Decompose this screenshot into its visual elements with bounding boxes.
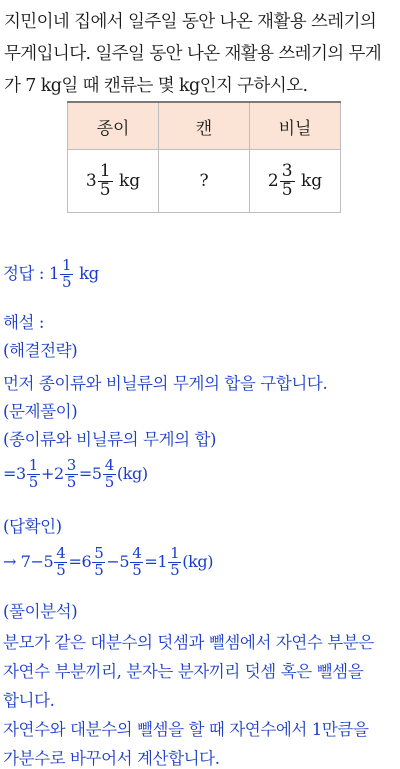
- fraction: $\frac{1}{5}$: [28, 456, 38, 491]
- fraction: $\frac{3}{5}$: [66, 456, 76, 491]
- problem-line: 지민이네 집에서 일주일 동안 나온 재활용 쓰레기의: [4, 12, 377, 32]
- table-row: [68, 150, 341, 213]
- arrow-icon: →: [3, 551, 17, 571]
- fraction: $\frac{1}{5}$: [99, 160, 111, 200]
- fraction: $\frac{5}{5}$: [94, 544, 104, 579]
- weight-table: [67, 101, 341, 213]
- problem-line: 가 7 kg일 때 캔류는 몇 kg인지 구하시오.: [4, 76, 308, 96]
- fraction: $\frac{4}{5}$: [56, 544, 66, 579]
- solve-subtitle: (종이류와 비닐류의 무게의 합): [3, 430, 217, 449]
- check-title: (답확인): [3, 517, 62, 536]
- cell-vinyl-weight: 2 $\frac{3}{5}$ kg: [250, 150, 341, 213]
- header-can: 캔: [159, 102, 250, 150]
- analysis-line: 자연수와 대분수의 뺄셈을 할 때 자연수에서 1만큼을: [3, 720, 369, 739]
- cell-can-weight: ?: [159, 150, 250, 213]
- solution-label: 해설 :: [3, 313, 45, 332]
- equation-check: → 7−5 $\frac{4}{5}$ =6 $\frac{5}{5}$ −5 $\frac{4}{5}$ =1 $\frac{1}{5}$ (kg): [3, 544, 214, 579]
- strategy-text: 먼저 종이류와 비닐류의 무게의 합을 구합니다.: [3, 374, 328, 393]
- analysis-line: 합니다.: [3, 691, 55, 710]
- problem-line: 무게입니다. 일주일 동안 나온 재활용 쓰레기의 무게: [4, 44, 382, 64]
- solve-title: (문제풀이): [3, 402, 78, 421]
- answer-line: 정답 : 1 $\frac{1}{5}$ kg: [3, 256, 99, 291]
- header-vinyl: 비닐: [250, 102, 341, 150]
- table-header-row: [68, 102, 341, 150]
- analysis-line: 가분수로 바꾸어서 계산합니다.: [3, 749, 220, 768]
- analysis-line: 분모가 같은 대분수의 덧셈과 뺄셈에서 자연수 부분은: [3, 633, 374, 652]
- fraction: $\frac{3}{5}$: [281, 160, 293, 200]
- strategy-title: (해결전략): [3, 341, 78, 360]
- cell-paper-weight: 3 $\frac{1}{5}$ kg: [68, 150, 159, 213]
- fraction: $\frac{1}{5}$: [62, 256, 72, 291]
- fraction: $\frac{4}{5}$: [104, 456, 114, 491]
- analysis-line: 자연수 부분끼리, 분자는 분자끼리 덧셈 혹은 뺄셈을: [3, 662, 364, 681]
- fraction: $\frac{1}{5}$: [170, 544, 180, 579]
- analysis-title: (풀이분석): [3, 602, 78, 621]
- fraction: $\frac{4}{5}$: [132, 544, 142, 579]
- problem-text: [4, 6, 381, 102]
- header-paper: 종이: [68, 102, 159, 150]
- equation-sum: =3 $\frac{1}{5}$ +2 $\frac{3}{5}$ =5 $\frac{4}{5}$ (kg): [3, 456, 148, 491]
